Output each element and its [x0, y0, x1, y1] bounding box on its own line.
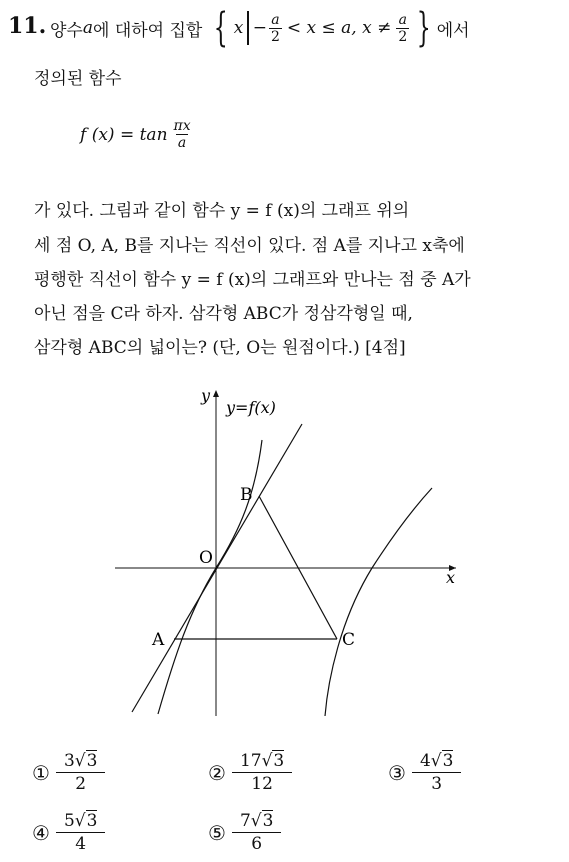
- func-lhs: f (x) = tan: [80, 124, 168, 145]
- choice-numerator: [60, 810, 102, 832]
- choice-coef: 7: [239, 811, 251, 831]
- choice-coef: 5: [63, 811, 75, 831]
- choice-4[interactable]: [32, 810, 101, 855]
- frac2-den: 2: [398, 28, 408, 45]
- choice-numerator: [416, 750, 458, 772]
- line1-pre: 양수: [50, 20, 83, 41]
- choice-denominator: 12: [232, 772, 292, 795]
- choice-coef: 17: [239, 751, 262, 771]
- choice-mark: ①: [32, 760, 50, 785]
- choice-fraction: [236, 810, 278, 855]
- question-line-5: 평행한 직선이 함수 y = f (x)의 그래프와 만나는 점 중 A가: [34, 270, 471, 290]
- radicand: 3: [442, 751, 454, 771]
- line1-mid: 에 대하여 집합: [93, 20, 203, 41]
- choice-denominator: 3: [412, 772, 462, 795]
- question-line-6: 아닌 점을 C라 하자. 삼각형 ABC가 정삼각형일 때,: [34, 304, 413, 324]
- curve-label: y=f(x): [226, 398, 276, 417]
- set-minus: −: [252, 18, 267, 38]
- func-den: a: [177, 135, 187, 151]
- frac1-den: 2: [270, 28, 280, 45]
- sqrt: √3: [430, 751, 454, 771]
- var-a: a: [82, 18, 93, 38]
- curve-central-branch: [158, 440, 262, 714]
- sqrt: √3: [74, 811, 98, 831]
- choice-numerator: [60, 750, 102, 772]
- choice-1[interactable]: [32, 750, 101, 795]
- curve-right-branch: [325, 488, 432, 716]
- choice-denominator: 6: [232, 832, 282, 855]
- choice-numerator: [236, 750, 288, 772]
- sqrt: √3: [250, 811, 274, 831]
- y-axis-arrow: [213, 390, 219, 397]
- question-line-3: 가 있다. 그림과 같이 함수 y = f (x)의 그래프 위의: [34, 201, 410, 221]
- func-num: πx: [173, 118, 191, 134]
- point-b-label: B: [240, 485, 253, 505]
- set-condition: < x ≤ a, x ≠: [286, 18, 392, 38]
- y-axis-label: y: [201, 386, 211, 405]
- choice-mark: ③: [388, 760, 406, 785]
- choice-mark: ⑤: [208, 820, 226, 845]
- choice-denominator: 2: [56, 772, 106, 795]
- radicand: 3: [262, 811, 274, 831]
- point-o-label: O: [199, 548, 213, 568]
- question-line-7: 삼각형 ABC의 넓이는? (단, O는 원점이다.) [4점]: [34, 338, 406, 358]
- choice-mark: ④: [32, 820, 50, 845]
- radicand: 3: [273, 751, 285, 771]
- radicand: 3: [86, 811, 98, 831]
- frac2-num: a: [398, 11, 407, 28]
- line1-post: 에서: [436, 20, 470, 41]
- set-element: x: [233, 18, 244, 38]
- right-brace: }: [416, 5, 431, 51]
- choice-coef: 3: [63, 751, 75, 771]
- choice-numerator: [236, 810, 278, 832]
- radicand: 3: [86, 751, 98, 771]
- point-c-label: C: [342, 630, 356, 650]
- left-brace: {: [214, 5, 229, 51]
- sqrt: √3: [261, 751, 285, 771]
- choice-fraction: [60, 750, 102, 795]
- choice-mark: ②: [208, 760, 226, 785]
- point-a-label: A: [152, 630, 165, 650]
- question-line-2: 정의된 함수: [34, 69, 122, 89]
- sqrt: √3: [74, 751, 98, 771]
- frac1-num: a: [271, 11, 280, 28]
- question-number: 11.: [8, 13, 47, 39]
- choice-3[interactable]: [388, 750, 457, 795]
- choice-5[interactable]: [208, 810, 277, 855]
- choice-denominator: 4: [56, 832, 106, 855]
- choice-fraction: [236, 750, 288, 795]
- choice-fraction: [60, 810, 102, 855]
- choice-fraction: [416, 750, 458, 795]
- x-axis-label: x: [446, 568, 456, 587]
- choice-coef: 4: [419, 751, 431, 771]
- question-line-4: 세 점 O, A, B를 지나는 직선이 있다. 점 A를 지나고 x축에: [34, 236, 465, 256]
- choice-2[interactable]: [208, 750, 288, 795]
